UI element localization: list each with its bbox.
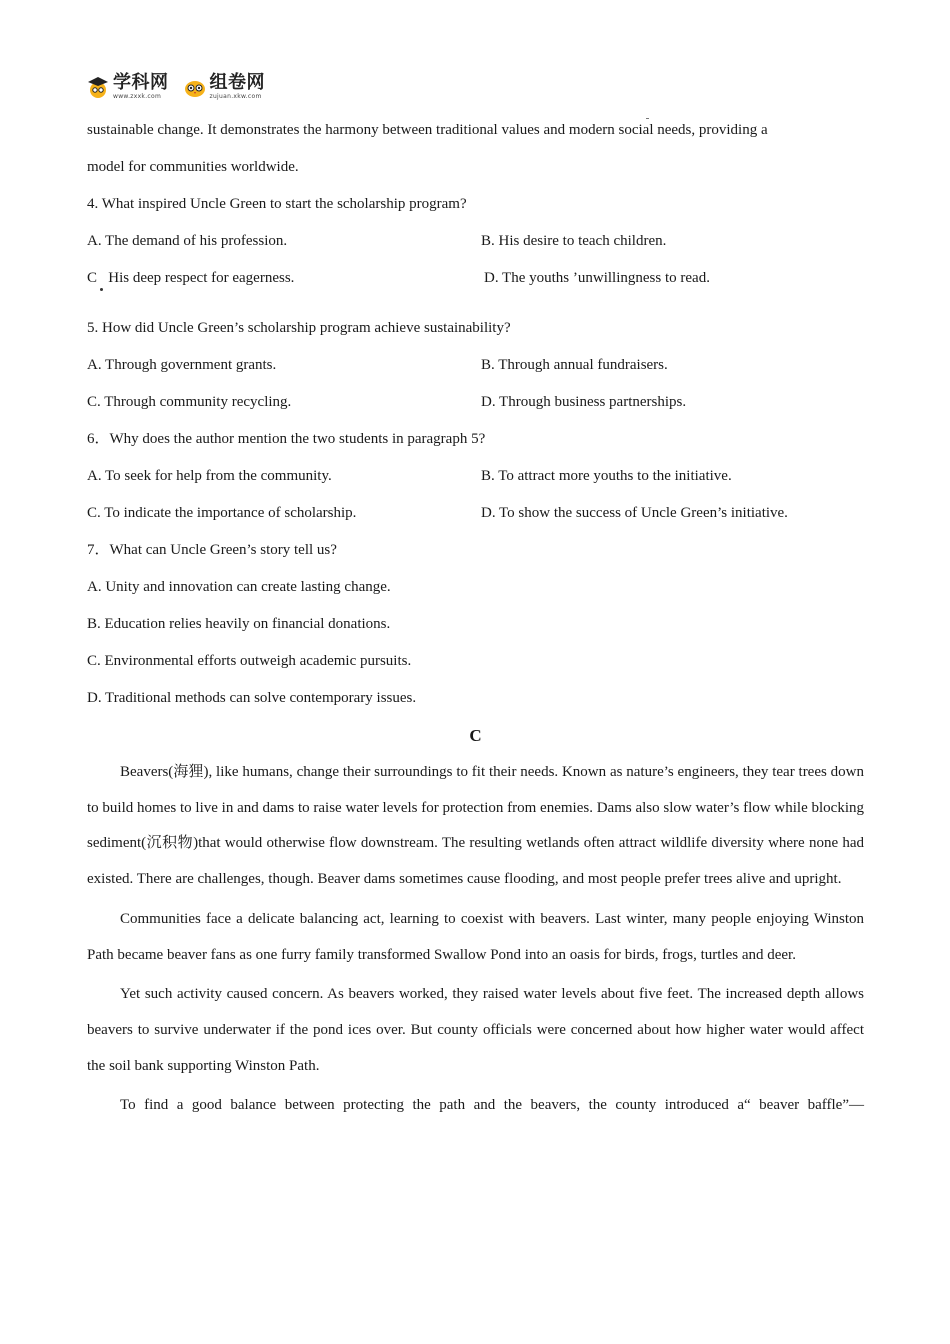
- section-heading: C: [469, 726, 482, 745]
- option: A. Unity and innovation can create lasting change.: [87, 579, 391, 595]
- logo-url: zujuan.xkw.com: [209, 93, 262, 100]
- option: A. Through government grants.: [87, 357, 277, 373]
- option: D. Through business partnerships.: [481, 394, 687, 410]
- option: D. To show the success of Uncle Green’s initiative.: [481, 505, 788, 521]
- passage-paragraph: To find a good balance between protecting the path and the beavers, the county introduced a“ beaver baffle”—: [120, 1097, 864, 1114]
- document-body: [87, 112, 864, 1128]
- option: A. The demand of his profession.: [87, 233, 288, 249]
- option: C His deep respect for eagerness.: [87, 270, 295, 286]
- xkw-logo: [86, 74, 169, 100]
- option: C. Through community recycling.: [87, 394, 292, 410]
- graduation-cap-icon: [86, 75, 110, 99]
- option-row: [87, 384, 864, 421]
- logo-name: 学科网: [113, 72, 169, 93]
- passage-paragraph: Yet such activity caused concern. As beavers worked, they raised water levels about five feet. The increased depth allows beavers to survive underwater if the pond ices over. But county officials were concerned about how higher water would affect the soil bank supporting Winston Path.: [87, 986, 864, 1074]
- passage-paragraph: Beavers(海狸), like humans, change their surroundings to fit their needs. Known as nature’s engineers, they tear trees down to build homes to live in and dams to raise water levels for protection from enemies. Dams also slow water’s flow while blocking sediment(沉积物)that would otherwise flow downstream. The resulting wetlands often attract wildlife diversity where none had existed. There are challenges, though. Beaver dams sometimes cause flooding, and most people prefer trees alive and upright.: [87, 764, 864, 888]
- option-row: [87, 260, 864, 297]
- option: C. To indicate the importance of scholarship.: [87, 505, 357, 521]
- passage-paragraph: Communities face a delicate balancing act, learning to coexist with beavers. Last winter, many people enjoying Winston Path became beaver fans as one furry family transformed Swallow Pond into an oasis for birds, frogs, turtles and deer.: [87, 910, 864, 963]
- intro-line: model for communities worldwide.: [87, 159, 299, 175]
- intro-line: sustainable change. It demonstrates the harmony between traditional values and modern social needs, providing a: [87, 122, 768, 138]
- logo-url: www.zxxk.com: [113, 93, 162, 100]
- option-row: [87, 347, 864, 384]
- option-row: [87, 495, 864, 532]
- option: D. The youths ’unwillingness to read.: [484, 270, 710, 286]
- option-row: [87, 458, 864, 495]
- option: B. Education relies heavily on financial donations.: [87, 616, 391, 632]
- logo-name: 组卷网: [209, 72, 265, 93]
- question-stem: 5. How did Uncle Green’s scholarship program achieve sustainability?: [87, 320, 511, 336]
- option-row: [87, 223, 864, 260]
- option: B. To attract more youths to the initiative.: [481, 468, 732, 484]
- option: B. His desire to teach children.: [481, 233, 667, 249]
- option: C. Environmental efforts outweigh academic pursuits.: [87, 653, 412, 669]
- question-stem: 7．What can Uncle Green’s story tell us?: [87, 542, 337, 558]
- zujuan-logo: [183, 74, 266, 100]
- owl-icon: [183, 75, 207, 99]
- option: D. Traditional methods can solve contemporary issues.: [87, 690, 417, 706]
- question-stem: 4. What inspired Uncle Green to start the scholarship program?: [87, 196, 467, 212]
- page-header: [86, 70, 279, 104]
- option: A. To seek for help from the community.: [87, 468, 332, 484]
- option: B. Through annual fundraisers.: [481, 357, 668, 373]
- question-stem: 6．Why does the author mention the two students in paragraph 5?: [87, 431, 486, 447]
